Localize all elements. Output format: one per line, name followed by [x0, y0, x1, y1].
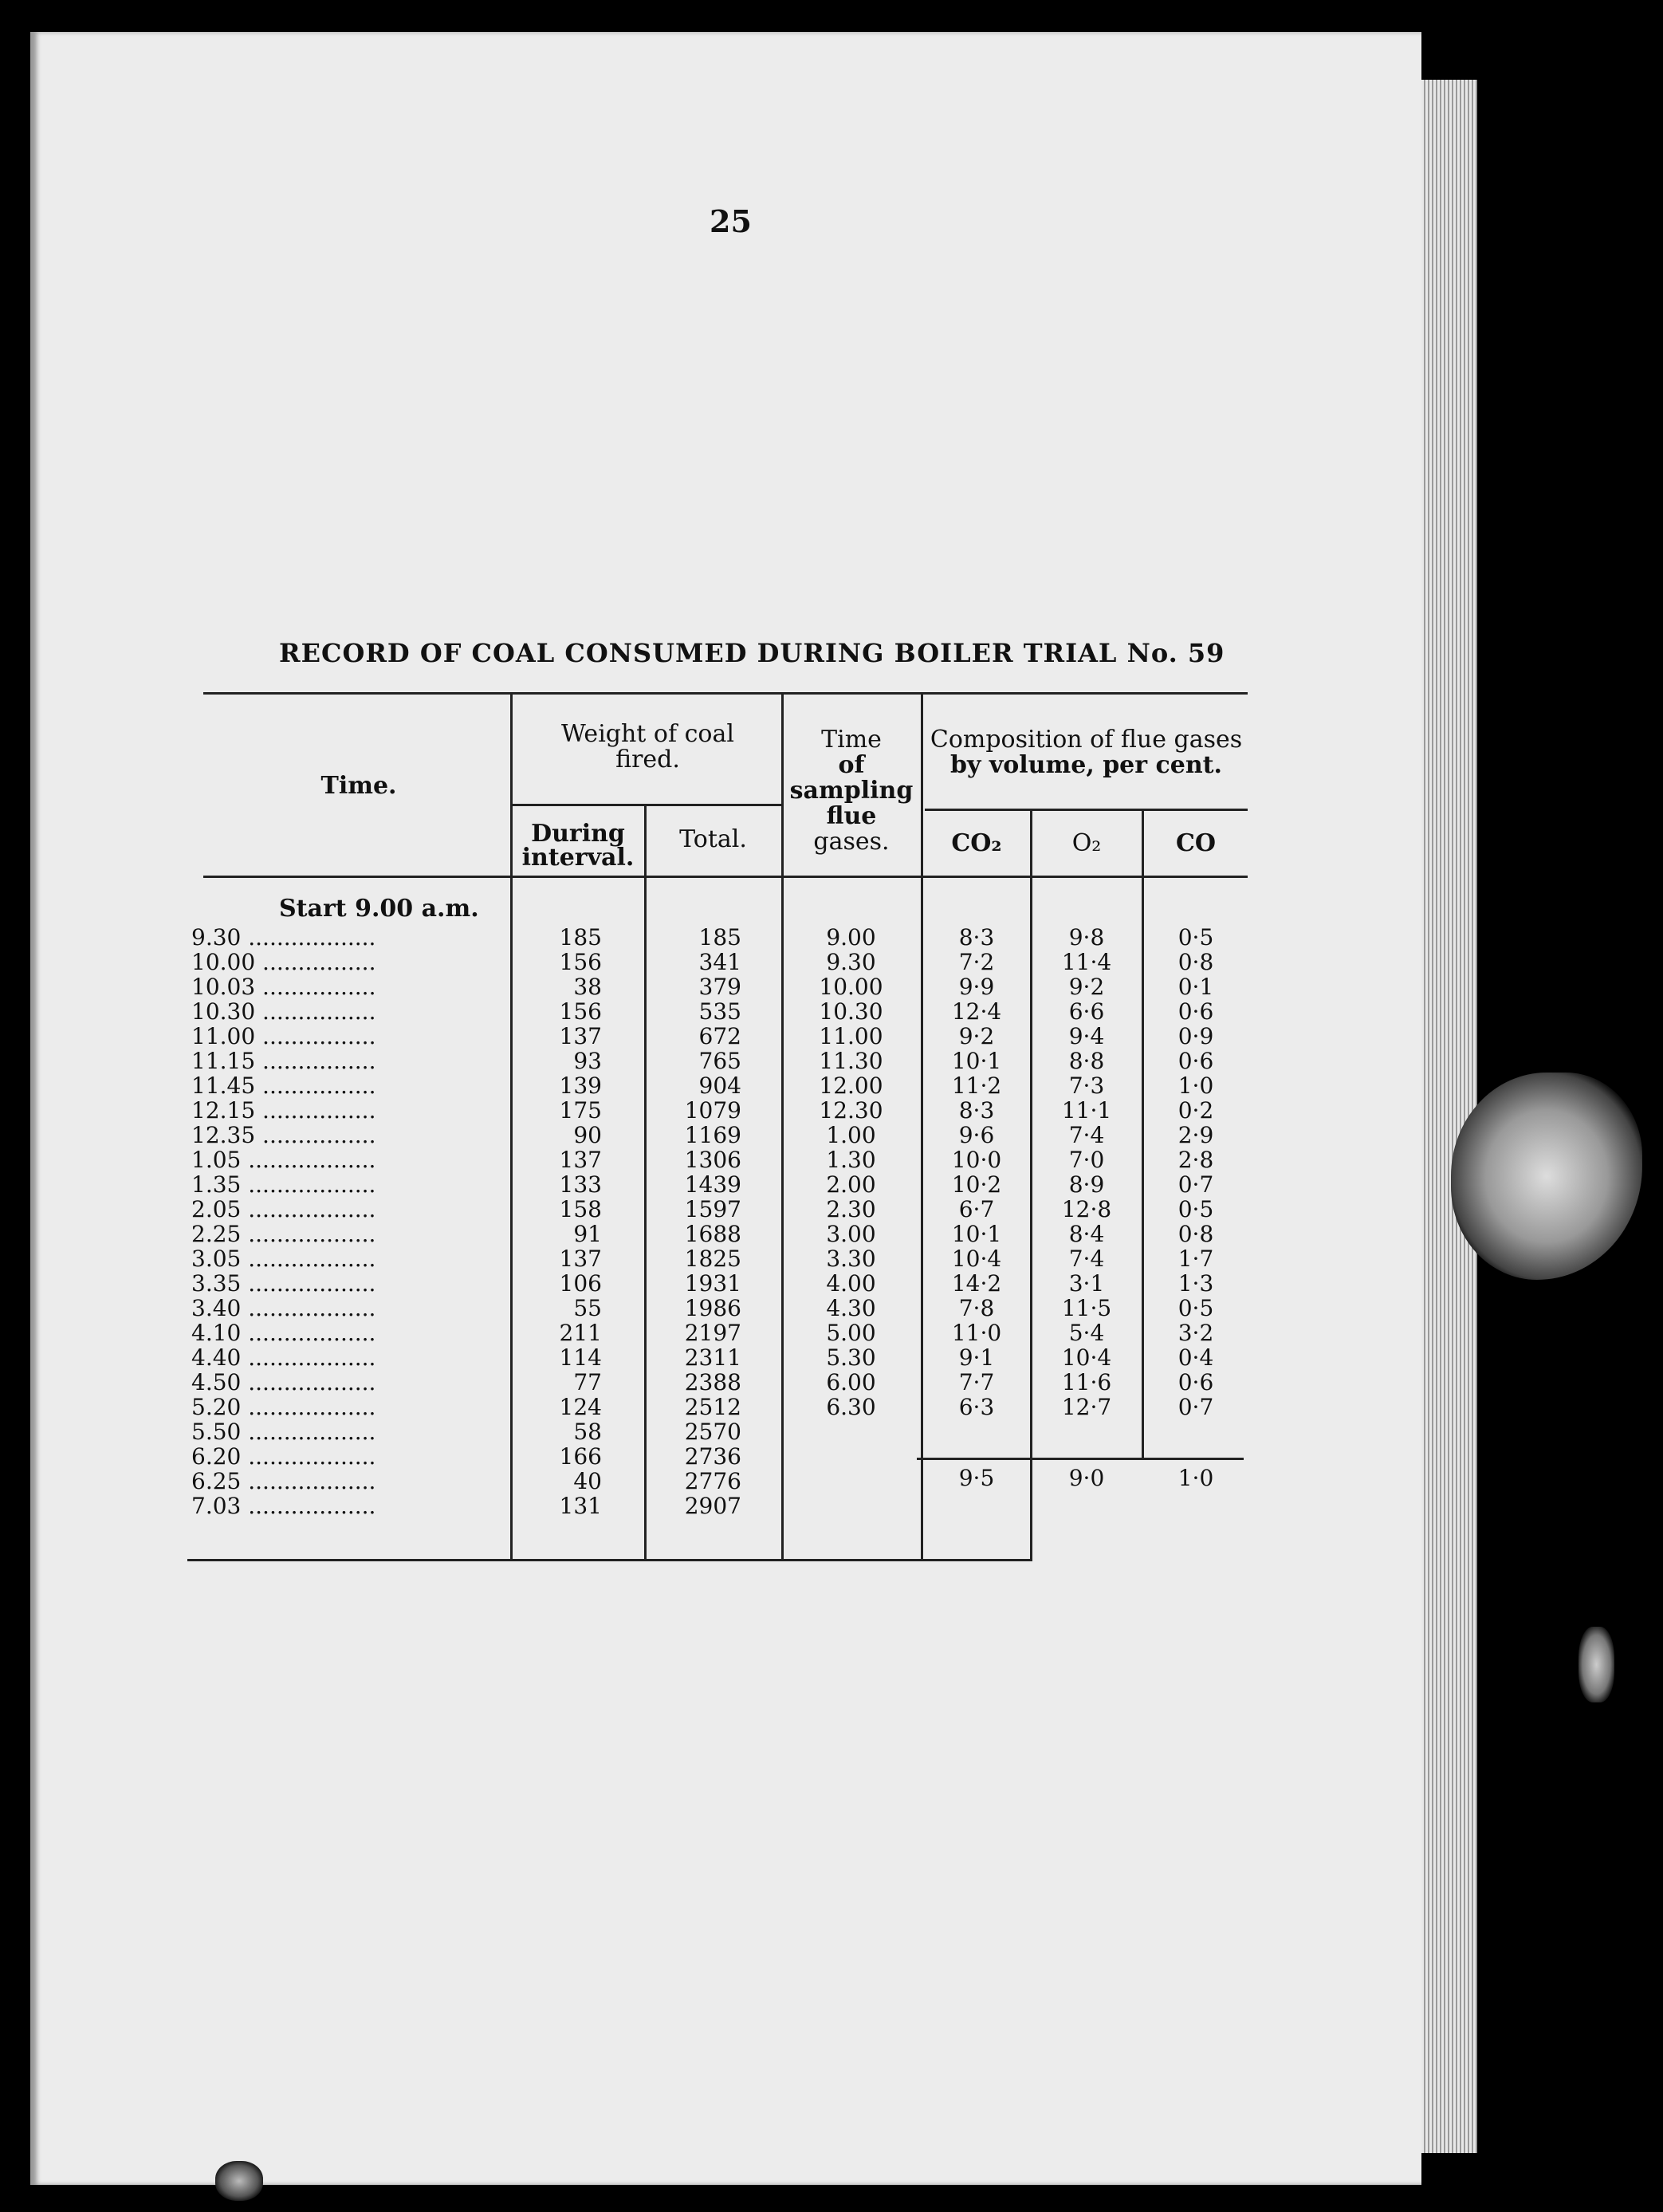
- co-cell: 0·9: [1177, 1023, 1214, 1049]
- total-cell: 2388: [684, 1369, 741, 1395]
- sampling-time-cell: 2.30: [826, 1196, 876, 1222]
- time-cell: 11.00 ................: [191, 1023, 376, 1049]
- co2-cell: 10·4: [951, 1246, 1002, 1272]
- sampling-time-cell: 5.30: [826, 1344, 876, 1371]
- time-cell: 9.30 ..................: [191, 924, 376, 951]
- time-cell: 5.20 ..................: [191, 1394, 376, 1420]
- total-cell: 2736: [684, 1443, 741, 1470]
- total-cell: 1597: [684, 1196, 741, 1222]
- sampling-time-cell: 3.00: [826, 1221, 876, 1247]
- sampling-time-cell: 5.00: [826, 1320, 876, 1346]
- during-interval-cell: 211: [559, 1320, 602, 1346]
- co2-cell: 7·8: [958, 1295, 995, 1321]
- sampling-time-cell: 3.30: [826, 1246, 876, 1272]
- co-cell: 0·5: [1177, 1295, 1214, 1321]
- header-sampling-line3: sampling: [789, 777, 914, 805]
- time-cell: 10.30 ................: [191, 998, 376, 1025]
- co-cell: 0·6: [1177, 1369, 1214, 1395]
- o2-cell: 12·7: [1061, 1394, 1112, 1420]
- o2-cell: 7·3: [1068, 1073, 1105, 1099]
- co2-cell: 11·0: [951, 1320, 1002, 1346]
- header-total: Total.: [679, 825, 747, 853]
- co2-column: [925, 925, 1028, 1419]
- during-interval-cell: 156: [559, 998, 602, 1025]
- during-interval-cell: 55: [573, 1295, 602, 1321]
- during-interval-column: [518, 925, 602, 1518]
- time-cell: 11.45 ................: [191, 1073, 376, 1099]
- header-weight-line1: Weight of coal: [561, 720, 734, 748]
- co-cell: 0·2: [1177, 1097, 1214, 1124]
- co-column: [1145, 925, 1247, 1419]
- col-divider-time: [510, 694, 513, 1559]
- time-cell: 3.40 ..................: [191, 1295, 376, 1321]
- o2-cell: 8·9: [1068, 1171, 1105, 1198]
- during-interval-cell: 58: [573, 1419, 602, 1445]
- total-cell: 341: [698, 949, 741, 975]
- o2-cell: 9·2: [1068, 974, 1105, 1000]
- total-cell: 1825: [684, 1246, 741, 1272]
- during-interval-cell: 91: [573, 1221, 602, 1247]
- co2-cell: 10·1: [951, 1221, 1002, 1247]
- composition-subheader-rule: [925, 809, 1248, 811]
- o2-cell: 12·8: [1061, 1196, 1112, 1222]
- co2-cell: 8·3: [958, 924, 995, 951]
- total-cell: 765: [698, 1048, 741, 1074]
- o2-cell: 10·4: [1061, 1344, 1112, 1371]
- table-bottom-rule: [187, 1559, 1032, 1561]
- time-cell: 10.00 ................: [191, 949, 376, 975]
- total-cell: 379: [698, 974, 741, 1000]
- during-interval-cell: 137: [559, 1147, 602, 1173]
- co2-cell: 7·2: [958, 949, 995, 975]
- o2-cell: 11·5: [1061, 1295, 1112, 1321]
- o2-cell: 7·4: [1068, 1246, 1105, 1272]
- during-interval-cell: 106: [559, 1270, 602, 1297]
- co-cell: 1·0: [1177, 1073, 1214, 1099]
- time-column: [191, 925, 494, 1518]
- time-cell: 7.03 ..................: [191, 1493, 376, 1519]
- during-interval-cell: 175: [559, 1097, 602, 1124]
- total-cell: 1688: [684, 1221, 741, 1247]
- co2-cell: 12·4: [951, 998, 1002, 1025]
- co-cell: 0·5: [1177, 924, 1214, 951]
- during-interval-cell: 90: [573, 1122, 602, 1148]
- total-cell: 2512: [684, 1394, 741, 1420]
- sampling-time-cell: 12.30: [819, 1097, 883, 1124]
- during-interval-cell: 166: [559, 1443, 602, 1470]
- during-interval-cell: 38: [573, 974, 602, 1000]
- header-co2: CO₂: [951, 829, 1002, 857]
- time-cell: 6.25 ..................: [191, 1468, 376, 1494]
- sampling-time-cell: 1.30: [826, 1147, 876, 1173]
- time-cell: 4.40 ..................: [191, 1344, 376, 1371]
- total-cell: 535: [698, 998, 741, 1025]
- during-interval-cell: 93: [573, 1048, 602, 1074]
- header-sampling-line5: gases.: [813, 828, 890, 856]
- co2-cell: 10·2: [951, 1171, 1002, 1198]
- co-cell: 0·1: [1177, 974, 1214, 1000]
- sampling-time-cell: 9.00: [826, 924, 876, 951]
- o2-cell: 11·1: [1061, 1097, 1112, 1124]
- total-cell: 2570: [684, 1419, 741, 1445]
- page-damage-spot-small: [1578, 1627, 1614, 1702]
- time-cell: 12.35 ................: [191, 1122, 376, 1148]
- header-time: Time.: [320, 772, 397, 800]
- during-interval-cell: 158: [559, 1196, 602, 1222]
- co2-cell: 9·2: [958, 1023, 995, 1049]
- corner-smudge: [215, 2161, 263, 2201]
- header-sampling-line4: flue: [826, 802, 877, 830]
- co2-cell: 9·6: [958, 1122, 995, 1148]
- o2-cell: 8·8: [1068, 1048, 1105, 1074]
- during-interval-cell: 185: [559, 924, 602, 951]
- time-cell: 11.15 ................: [191, 1048, 376, 1074]
- co-cell: 0·8: [1177, 1221, 1214, 1247]
- co2-cell: 6·7: [958, 1196, 995, 1222]
- co-cell: 0·5: [1177, 1196, 1214, 1222]
- co2-cell: 10·1: [951, 1048, 1002, 1074]
- o2-cell: 6·6: [1068, 998, 1105, 1025]
- average-rule: [917, 1458, 1244, 1460]
- sampling-time-cell: 4.00: [826, 1270, 876, 1297]
- time-cell: 2.25 ..................: [191, 1221, 376, 1247]
- co-cell: 0·7: [1177, 1394, 1214, 1420]
- header-co: CO: [1175, 829, 1216, 857]
- co-cell: 1·3: [1177, 1270, 1214, 1297]
- sampling-time-cell: 2.00: [826, 1171, 876, 1198]
- co2-cell: 6·3: [958, 1394, 995, 1420]
- header-weight-line2: fired.: [615, 746, 680, 773]
- o2-cell: 5·4: [1068, 1320, 1105, 1346]
- header-sampling-line1: Time: [821, 726, 882, 754]
- time-cell: 4.10 ..................: [191, 1320, 376, 1346]
- co2-cell: 10·0: [951, 1147, 1002, 1173]
- co2-cell: 14·2: [951, 1270, 1002, 1297]
- co2-cell: 11·2: [951, 1073, 1002, 1099]
- o2-cell: 7·4: [1068, 1122, 1105, 1148]
- sampling-time-cell: 4.30: [826, 1295, 876, 1321]
- during-interval-cell: 131: [559, 1493, 602, 1519]
- total-cell: 672: [698, 1023, 741, 1049]
- header-composition-line1: Composition of flue gases: [930, 726, 1243, 754]
- o2-cell: 9·8: [1068, 924, 1105, 951]
- col-divider-o2: [1142, 809, 1144, 1459]
- o2-average: 9·0: [1068, 1465, 1105, 1491]
- total-cell: 2776: [684, 1468, 741, 1494]
- weight-subheader-rule: [513, 804, 784, 806]
- co2-average: 9·5: [958, 1465, 995, 1491]
- time-cell: 3.05 ..................: [191, 1246, 376, 1272]
- start-label: Start 9.00 a.m.: [279, 895, 479, 923]
- o2-column: [1033, 925, 1140, 1419]
- during-interval-cell: 114: [559, 1344, 602, 1371]
- during-interval-cell: 133: [559, 1171, 602, 1198]
- sampling-time-cell: 10.00: [819, 974, 883, 1000]
- col-divider-during: [644, 805, 647, 1559]
- sampling-time-cell: 11.30: [819, 1048, 883, 1074]
- co-cell: 0·4: [1177, 1344, 1214, 1371]
- o2-cell: 11·6: [1061, 1369, 1112, 1395]
- sampling-time-cell: 12.00: [819, 1073, 883, 1099]
- total-cell: 1079: [684, 1097, 741, 1124]
- during-interval-cell: 124: [559, 1394, 602, 1420]
- during-interval-cell: 156: [559, 949, 602, 975]
- co2-cell: 9·1: [958, 1344, 995, 1371]
- total-cell: 1931: [684, 1270, 741, 1297]
- o2-cell: 11·4: [1061, 949, 1112, 975]
- co-cell: 3·2: [1177, 1320, 1214, 1346]
- header-o2: O₂: [1071, 829, 1102, 857]
- co-cell: 2·8: [1177, 1147, 1214, 1173]
- time-cell: 1.05 ..................: [191, 1147, 376, 1173]
- header-sampling-line2: of: [838, 751, 865, 779]
- co-average: 1·0: [1177, 1465, 1214, 1491]
- co2-cell: 7·7: [958, 1369, 995, 1395]
- total-cell: 2197: [684, 1320, 741, 1346]
- total-cell: 904: [698, 1073, 741, 1099]
- total-cell: 1986: [684, 1295, 741, 1321]
- o2-cell: 3·1: [1068, 1270, 1105, 1297]
- during-interval-cell: 137: [559, 1023, 602, 1049]
- page-number: 25: [710, 203, 752, 239]
- total-cell: 1169: [684, 1122, 741, 1148]
- total-cell: 185: [698, 924, 741, 951]
- sampling-time-cell: 9.30: [826, 949, 876, 975]
- time-cell: 12.15 ................: [191, 1097, 376, 1124]
- total-cell: 1306: [684, 1147, 741, 1173]
- header-bottom-rule: [203, 876, 1248, 878]
- during-interval-cell: 40: [573, 1468, 602, 1494]
- o2-cell: 7·0: [1068, 1147, 1105, 1173]
- time-cell: 4.50 ..................: [191, 1369, 376, 1395]
- total-column: [654, 925, 741, 1518]
- total-cell: 2907: [684, 1493, 741, 1519]
- header-during-line2: interval.: [521, 844, 635, 872]
- time-cell: 5.50 ..................: [191, 1419, 376, 1445]
- during-interval-cell: 137: [559, 1246, 602, 1272]
- co-cell: 0·8: [1177, 949, 1214, 975]
- header-during-line1: During: [531, 820, 625, 848]
- sampling-time-column: [785, 925, 917, 1419]
- sampling-time-cell: 6.30: [826, 1394, 876, 1420]
- o2-cell: 8·4: [1068, 1221, 1105, 1247]
- sampling-time-cell: 10.30: [819, 998, 883, 1025]
- o2-cell: 9·4: [1068, 1023, 1105, 1049]
- during-interval-cell: 77: [573, 1369, 602, 1395]
- co-cell: 0·6: [1177, 998, 1214, 1025]
- co-cell: 1·7: [1177, 1246, 1214, 1272]
- page-damage-spot: [1451, 1073, 1642, 1280]
- table-top-rule: [203, 692, 1248, 695]
- during-interval-cell: 139: [559, 1073, 602, 1099]
- time-cell: 6.20 ..................: [191, 1443, 376, 1470]
- time-cell: 2.05 ..................: [191, 1196, 376, 1222]
- total-cell: 1439: [684, 1171, 741, 1198]
- time-cell: 3.35 ..................: [191, 1270, 376, 1297]
- time-cell: 10.03 ................: [191, 974, 376, 1000]
- co-cell: 0·6: [1177, 1048, 1214, 1074]
- co-cell: 2·9: [1177, 1122, 1214, 1148]
- col-divider-sampling: [921, 694, 923, 1559]
- col-divider-co2: [1030, 809, 1032, 1559]
- co2-cell: 8·3: [958, 1097, 995, 1124]
- header-composition-line2: by volume, per cent.: [949, 751, 1222, 779]
- co-cell: 0·7: [1177, 1171, 1214, 1198]
- total-cell: 2311: [684, 1344, 741, 1371]
- table-title: RECORD OF COAL CONSUMED DURING BOILER TRIAL No. 59: [279, 638, 1225, 668]
- co2-cell: 9·9: [958, 974, 995, 1000]
- sampling-time-cell: 1.00: [826, 1122, 876, 1148]
- sampling-time-cell: 6.00: [826, 1369, 876, 1395]
- sampling-time-cell: 11.00: [819, 1023, 883, 1049]
- time-cell: 1.35 ..................: [191, 1171, 376, 1198]
